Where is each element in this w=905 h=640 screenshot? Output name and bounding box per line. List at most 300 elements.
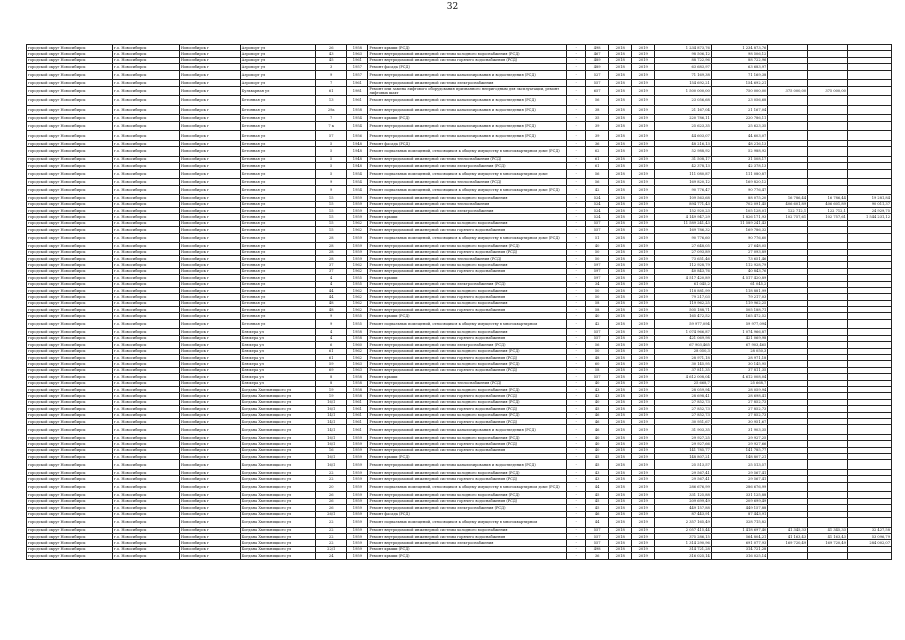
cell-city-type: г.о. Новосибирск <box>112 406 179 412</box>
cell-house: 29а <box>316 105 347 115</box>
cell-city-type: г.о. Новосибирск <box>112 511 179 517</box>
cell-city: Новосибирск г <box>179 287 240 293</box>
cell-year: 1959 <box>347 201 368 207</box>
cell-year-from: 2018 <box>609 380 632 386</box>
cell-house: 9 <box>316 179 347 185</box>
cell-cost-local <box>808 460 848 470</box>
cell-cost-local <box>808 482 848 492</box>
cell-cost-region <box>768 121 808 131</box>
cell-year: 1948 <box>347 147 368 157</box>
cell-year-to: 2019 <box>632 255 655 261</box>
cell-unit: - <box>567 233 586 243</box>
cell-city-type: г.о. Новосибирск <box>112 399 179 405</box>
cell-cost-own: 1 544 231,12 <box>847 214 891 220</box>
cell-year-from: 2018 <box>609 281 632 287</box>
cell-year-from: 2018 <box>609 511 632 517</box>
cell-work: Ремонт внутридомовой инженерной системы канализирования и водоотведения (РСД) <box>368 121 567 131</box>
cell-area: 56 <box>586 169 609 179</box>
cell-city: Новосибирск г <box>179 80 240 86</box>
cell-city-type: г.о. Новосибирск <box>112 121 179 131</box>
cell-cost-local: 41 163,43 <box>808 534 848 540</box>
cell-cost-total: 25 668,7 <box>655 380 712 386</box>
cell-year: 1959 <box>347 498 368 504</box>
cell-district: городской округ Новосибирск <box>27 418 113 424</box>
cell-year-to: 2019 <box>632 307 655 313</box>
cell-cost-total: 4 612 008,04 <box>655 374 712 380</box>
cell-street: Аэропорт ул <box>240 70 315 80</box>
cell-city-type: г.о. Новосибирск <box>112 313 179 319</box>
cell-cost-fund: 148 807,21 <box>711 454 768 460</box>
cell-house: 6 <box>316 342 347 348</box>
cell-year-from: 2018 <box>609 476 632 482</box>
cell-street: Блюхера ул <box>240 342 315 348</box>
cell-cost-fund: 31 903,35 <box>711 425 768 435</box>
cell-area: 597 <box>586 268 609 274</box>
cell-cost-fund: 331 125,88 <box>711 492 768 498</box>
cell-year-to: 2019 <box>632 406 655 412</box>
cell-cost-total: 79 217,03 <box>655 294 712 300</box>
cell-cost-fund: 29 927,25 <box>711 434 768 440</box>
cell-street: Бетонная ул <box>240 179 315 185</box>
cell-cost-fund: 328 715,82 <box>711 518 768 528</box>
cell-unit: - <box>567 367 586 373</box>
cell-work: Ремонт внутридомовой инженерной системы холодного водоснабжения <box>368 287 567 293</box>
cell-cost-total: 4 517 420,89 <box>655 275 712 281</box>
cell-city: Новосибирск г <box>179 195 240 201</box>
cell-city-type: г.о. Новосибирск <box>112 201 179 207</box>
cell-cost-own: 90 011,37 <box>847 201 891 207</box>
cell-city-type: г.о. Новосибирск <box>112 307 179 313</box>
cell-unit: - <box>567 300 586 306</box>
cell-cost-fund: 67 903,465 <box>711 342 768 348</box>
cell-city: Новосибирск г <box>179 262 240 268</box>
cell-year-to: 2019 <box>632 268 655 274</box>
cell-city: Новосибирск г <box>179 147 240 157</box>
cell-house: 14/1 <box>316 425 347 435</box>
cell-city-type: г.о. Новосибирск <box>112 482 179 492</box>
cell-year-to: 2019 <box>632 156 655 162</box>
table-row <box>27 147 892 157</box>
cell-district: городской округ Новосибирск <box>27 57 113 63</box>
cell-year-from: 2018 <box>609 96 632 106</box>
cell-year-from: 2018 <box>609 249 632 255</box>
cell-house: 28 <box>316 243 347 249</box>
cell-area: 43 <box>586 476 609 482</box>
cell-year: 1959 <box>347 492 368 498</box>
cell-house: 9 <box>316 70 347 80</box>
cell-work: Ремонт внутридомовой инженерной системы холодного водоснабжения <box>368 527 567 533</box>
cell-house: 7 к <box>316 121 347 131</box>
cell-work: Ремонт внутридомовой инженерной системы электроснабжения (РСД) <box>368 281 567 287</box>
cell-unit: - <box>567 348 586 354</box>
cell-street: Богдана Хмельницкого ул <box>240 553 315 559</box>
page-number: 32 <box>446 2 459 12</box>
cell-city-type: г.о. Новосибирск <box>112 57 179 63</box>
cell-house: 26 <box>316 505 347 511</box>
cell-street: Бетонная ул <box>240 195 315 201</box>
cell-house: 22 <box>316 470 347 476</box>
cell-year: 1959 <box>347 243 368 249</box>
cell-area: 45 <box>586 492 609 498</box>
table-row <box>27 518 892 528</box>
cell-district: городской округ Новосибирск <box>27 147 113 157</box>
cell-year: 1959 <box>347 447 368 453</box>
cell-district: городской округ Новосибирск <box>27 163 113 169</box>
cell-unit: - <box>567 342 586 348</box>
cell-cost-total: 165 472,52 <box>655 313 712 319</box>
cell-house: 24 <box>316 553 347 559</box>
cell-house: 26 <box>316 45 347 51</box>
cell-district: городской округ Новосибирск <box>27 262 113 268</box>
cell-year-from: 2018 <box>609 227 632 233</box>
cell-work: Ремонт внутридомовой инженерной системы горячего водоснабжения <box>368 268 567 274</box>
cell-year-from: 2018 <box>609 243 632 249</box>
cell-year-from: 2018 <box>609 355 632 361</box>
cell-city-type: г.о. Новосибирск <box>112 454 179 460</box>
cell-street: Аэропорт ул <box>240 45 315 51</box>
cell-year-to: 2019 <box>632 546 655 552</box>
cell-street: Бетонная ул <box>240 121 315 131</box>
cell-unit: - <box>567 243 586 249</box>
cell-cost-total: 220 786,11 <box>655 115 712 121</box>
cell-work: Ремонт внутридомовой инженерной системы электроснабжения <box>368 208 567 214</box>
cell-city-type: г.о. Новосибирск <box>112 131 179 141</box>
cell-year: 1959 <box>347 511 368 517</box>
table-row <box>27 121 892 131</box>
cell-cost-fund: 98 506,12 <box>711 51 768 57</box>
cell-cost-fund: 505 188,71 <box>711 307 768 313</box>
cell-year-to: 2019 <box>632 492 655 498</box>
cell-year-to: 2019 <box>632 454 655 460</box>
cell-year-from: 2018 <box>609 80 632 86</box>
cell-city-type: г.о. Новосибирск <box>112 527 179 533</box>
cell-cost-fund: 30 145,95 <box>711 361 768 367</box>
cell-district: городской округ Новосибирск <box>27 131 113 141</box>
cell-unit: - <box>567 511 586 517</box>
cell-year-from: 2018 <box>609 447 632 453</box>
cell-cost-total: 375 286,15 <box>655 534 712 540</box>
cell-city: Новосибирск г <box>179 64 240 70</box>
cell-unit: - <box>567 447 586 453</box>
cell-year: 1955 <box>347 319 368 329</box>
cell-work: Ремонт крыши <box>368 214 567 220</box>
cell-year: 1959 <box>347 441 368 447</box>
cell-year: 1959 <box>347 553 368 559</box>
cell-cost-total: 25 623,35 <box>655 121 712 131</box>
cell-city-type: г.о. Новосибирск <box>112 64 179 70</box>
cell-work: Ремонт внутридомовой инженерной системы холодного водоснабжения <box>368 195 567 201</box>
cell-city-type: г.о. Новосибирск <box>112 287 179 293</box>
cell-city-type: г.о. Новосибирск <box>112 492 179 498</box>
cell-unit: - <box>567 505 586 511</box>
cell-year-from: 2018 <box>609 287 632 293</box>
cell-district: городской округ Новосибирск <box>27 287 113 293</box>
cell-cost-total: 152 920,23 <box>655 208 712 214</box>
cell-unit: - <box>567 115 586 121</box>
cell-city: Новосибирск г <box>179 86 240 96</box>
cell-district: городской округ Новосибирск <box>27 476 113 482</box>
cell-year: 1981 <box>347 86 368 96</box>
cell-area: 36 <box>586 553 609 559</box>
cell-house: 15 <box>316 195 347 201</box>
cell-district: городской округ Новосибирск <box>27 96 113 106</box>
cell-year-from: 2018 <box>609 214 632 220</box>
cell-cost-fund: 154 692,21 <box>711 80 768 86</box>
cell-house: 5 <box>316 163 347 169</box>
cell-city-type: г.о. Новосибирск <box>112 434 179 440</box>
cell-work: Ремонт внутридомовой инженерной системы холодного водоснабжения (РСД) <box>368 412 567 418</box>
cell-unit: - <box>567 96 586 106</box>
cell-year: 1958 <box>347 374 368 380</box>
cell-work: Ремонт внутридомовой инженерной системы электроснабжения (РСД) <box>368 163 567 169</box>
cell-work: Ремонт внутридомовой инженерной системы холодного водоснабжения (РСД) <box>368 361 567 367</box>
cell-year: 1959 <box>347 505 368 511</box>
cell-street: Бетонная ул <box>240 268 315 274</box>
cell-year-to: 2019 <box>632 121 655 131</box>
cell-district: городской округ Новосибирск <box>27 511 113 517</box>
cell-city: Новосибирск г <box>179 163 240 169</box>
cell-cost-region: 102 757,61 <box>768 214 808 220</box>
cell-city-type: г.о. Новосибирск <box>112 546 179 552</box>
cell-cost-fund: 29 567,41 <box>711 476 768 482</box>
cell-unit: - <box>567 80 586 86</box>
cell-district: городской округ Новосибирск <box>27 527 113 533</box>
cell-cost-own: 24 929,75 <box>847 208 891 214</box>
cell-city: Новосибирск г <box>179 393 240 399</box>
cell-cost-own <box>847 425 891 435</box>
cell-cost-fund: 141 785,77 <box>711 447 768 453</box>
cell-street: Богдана Хмельницкого ул <box>240 492 315 498</box>
cell-year-from: 2018 <box>609 201 632 207</box>
cell-street: Блюхера ул <box>240 329 315 335</box>
cell-area: 557 <box>586 335 609 341</box>
cell-cost-fund: 750 000,00 <box>711 86 768 96</box>
cell-city: Новосибирск г <box>179 460 240 470</box>
cell-cost-total: 31 903,35 <box>655 425 712 435</box>
cell-year-from: 2018 <box>609 169 632 179</box>
cell-work: Ремонт внутридомовой инженерной системы холодного водоснабжения (РСД) <box>368 51 567 57</box>
cell-year-from: 2018 <box>609 294 632 300</box>
cell-year: 1963 <box>347 361 368 367</box>
cell-year-to: 2019 <box>632 534 655 540</box>
cell-work: Ремонт фасада (РСД) <box>368 140 567 146</box>
cell-city-type: г.о. Новосибирск <box>112 476 179 482</box>
cell-district: городской округ Новосибирск <box>27 425 113 435</box>
cell-work: Ремонт внутридомовой инженерной системы горячего водоснабжения <box>368 307 567 313</box>
cell-area: 50 <box>586 249 609 255</box>
cell-work: Ремонт крыши <box>368 275 567 281</box>
cell-unit: - <box>567 454 586 460</box>
cell-year-from: 2018 <box>609 374 632 380</box>
table-row <box>27 553 892 559</box>
cell-cost-own: 53 096,79 <box>847 534 891 540</box>
cell-year-to: 2019 <box>632 220 655 226</box>
cell-unit: - <box>567 185 586 195</box>
cell-unit: - <box>567 275 586 281</box>
cell-area: 557 <box>586 374 609 380</box>
cell-area: 46 <box>586 412 609 418</box>
cell-area: 524 <box>586 195 609 201</box>
cell-work: Ремонт подвальных помещений, относящихся к общему имуществу в многоквартирном доме <box>368 169 567 179</box>
cell-year-to: 2019 <box>632 140 655 146</box>
cell-year-from: 2018 <box>609 482 632 492</box>
cell-year: 1957 <box>347 64 368 70</box>
cell-year-to: 2019 <box>632 96 655 106</box>
cell-year: 1959 <box>347 255 368 261</box>
cell-year-from: 2018 <box>609 441 632 447</box>
cell-district: городской округ Новосибирск <box>27 121 113 131</box>
cell-unit: - <box>567 329 586 335</box>
cell-city: Новосибирск г <box>179 492 240 498</box>
cell-street: Богдана Хмельницкого ул <box>240 498 315 504</box>
cell-street: Бетонная ул <box>240 169 315 179</box>
cell-city-type: г.о. Новосибирск <box>112 115 179 121</box>
cell-house: 5 <box>316 169 347 179</box>
cell-area: 557 <box>586 527 609 533</box>
cell-unit: - <box>567 156 586 162</box>
cell-cost-fund: 73 651,46 <box>711 255 768 261</box>
cell-year-to: 2019 <box>632 262 655 268</box>
cell-cost-fund: 314 721,28 <box>711 546 768 552</box>
cell-area: 45 <box>586 498 609 504</box>
cell-cost-total: 28 050,3 <box>655 348 712 354</box>
cell-cost-region <box>768 70 808 80</box>
cell-city-type: г.о. Новосибирск <box>112 412 179 418</box>
cell-year-from: 2018 <box>609 140 632 146</box>
cell-year: 1960 <box>347 342 368 348</box>
cell-area: 38 <box>586 105 609 115</box>
cell-street: Бетонная ул <box>240 201 315 207</box>
cell-city: Новосибирск г <box>179 268 240 274</box>
cell-district: городской округ Новосибирск <box>27 220 113 226</box>
cell-work: Ремонт внутридомовой инженерной системы горячего водоснабжения (РСД) <box>368 57 567 63</box>
cell-work: Ремонт внутридомовой инженерной системы электроснабжения <box>368 540 567 546</box>
cell-cost-total: 30 951,67 <box>655 418 712 424</box>
cell-year-from: 2018 <box>609 540 632 546</box>
cell-area: 44 <box>586 518 609 528</box>
cell-city-type: г.о. Новосибирск <box>112 367 179 373</box>
cell-district: городской округ Новосибирск <box>27 342 113 348</box>
cell-work: Ремонт подвальных помещений, относящихся к общему имуществу в многоквартирном доме (РСД) <box>368 185 567 195</box>
cell-year-from: 2018 <box>609 131 632 141</box>
cell-cost-fund: 105 128,01 <box>711 208 768 214</box>
cell-area: 45 <box>586 460 609 470</box>
cell-area: 39 <box>586 131 609 141</box>
cell-cost-fund: 40 843,76 <box>711 268 768 274</box>
cell-cost-local: 122 712,1 <box>808 208 848 214</box>
cell-unit: - <box>567 163 586 169</box>
cell-street: Бетонная ул <box>240 156 315 162</box>
cell-city: Новосибирск г <box>179 179 240 185</box>
cell-area: 657 <box>586 86 609 96</box>
cell-year-to: 2019 <box>632 249 655 255</box>
cell-area: 56 <box>586 179 609 185</box>
table-body <box>27 45 892 560</box>
cell-street: Богдана Хмельницкого ул <box>240 505 315 511</box>
cell-city-type: г.о. Новосибирск <box>112 208 179 214</box>
cell-area: 46 <box>586 418 609 424</box>
cell-city-type: г.о. Новосибирск <box>112 441 179 447</box>
cell-city-type: г.о. Новосибирск <box>112 348 179 354</box>
cell-district: городской округ Новосибирск <box>27 243 113 249</box>
cell-house: 7 <box>316 115 347 121</box>
cell-street: Бетонная ул <box>240 140 315 146</box>
cell-district: городской округ Новосибирск <box>27 393 113 399</box>
table-row <box>27 169 892 179</box>
cell-year-from: 2018 <box>609 470 632 476</box>
cell-street: Аэропорт ул <box>240 64 315 70</box>
cell-year: 1954 <box>347 185 368 195</box>
cell-cost-fund: 21 167,04 <box>711 105 768 115</box>
cell-year: 1961 <box>347 80 368 86</box>
cell-year-to: 2019 <box>632 319 655 329</box>
cell-street: Богдана Хмельницкого ул <box>240 406 315 412</box>
cell-cost-fund: 29 927,66 <box>711 441 768 447</box>
cell-cost-total: 29 927,66 <box>655 441 712 447</box>
cell-year-from: 2018 <box>609 406 632 412</box>
cell-year-from: 2018 <box>609 275 632 281</box>
cell-house: 4 <box>316 281 347 287</box>
cell-year: 1961 <box>347 425 368 435</box>
cell-year: 1959 <box>347 214 368 220</box>
cell-area: 40 <box>586 313 609 319</box>
cell-street: Богдана Хмельницкого ул <box>240 534 315 540</box>
cell-year-to: 2019 <box>632 476 655 482</box>
cell-unit: - <box>567 476 586 482</box>
cell-year: 1955 <box>347 313 368 319</box>
cell-cost-own <box>847 233 891 243</box>
cell-cost-fund: 564 804,21 <box>711 534 768 540</box>
cell-year: 1958 <box>347 393 368 399</box>
cell-district: городской округ Новосибирск <box>27 208 113 214</box>
cell-cost-fund: 118 881,99 <box>711 287 768 293</box>
cell-cost-local <box>808 518 848 528</box>
cell-year: 1959 <box>347 470 368 476</box>
cell-year-from: 2018 <box>609 255 632 261</box>
cell-cost-total: 109 563,68 <box>655 195 712 201</box>
cell-work: Ремонт внутридомовой инженерной системы теплоснабжения (РСД) <box>368 380 567 386</box>
cell-year-to: 2019 <box>632 412 655 418</box>
cell-cost-total: 27 648,05 <box>655 243 712 249</box>
cell-city: Новосибирск г <box>179 185 240 195</box>
cell-cost-total: 88 722,96 <box>655 57 712 63</box>
cell-unit: - <box>567 57 586 63</box>
cell-cost-total: 112 928,79 <box>655 262 712 268</box>
cell-year-to: 2019 <box>632 511 655 517</box>
table-row <box>27 482 892 492</box>
cell-district: городской округ Новосибирск <box>27 367 113 373</box>
cell-city: Новосибирск г <box>179 380 240 386</box>
cell-cost-fund: 28 698,41 <box>711 393 768 399</box>
cell-house: 4 <box>316 329 347 335</box>
cell-unit: - <box>567 179 586 185</box>
cell-cost-total: 44 603,07 <box>655 131 712 141</box>
cell-unit: - <box>567 361 586 367</box>
cell-cost-total: 169 786,32 <box>655 227 712 233</box>
cell-city-type: г.о. Новосибирск <box>112 460 179 470</box>
cell-area: 45 <box>586 505 609 511</box>
cell-year-to: 2019 <box>632 80 655 86</box>
cell-cost-total: 169 820,12 <box>655 179 712 185</box>
cell-city: Новосибирск г <box>179 361 240 367</box>
cell-cost-fund: 63 683,97 <box>711 64 768 70</box>
cell-year-from: 2018 <box>609 367 632 373</box>
cell-year-from: 2018 <box>609 262 632 268</box>
cell-year: 1962 <box>347 262 368 268</box>
cell-house: 9 <box>316 313 347 319</box>
cell-house: 9 <box>316 185 347 195</box>
cell-district: городской округ Новосибирск <box>27 201 113 207</box>
